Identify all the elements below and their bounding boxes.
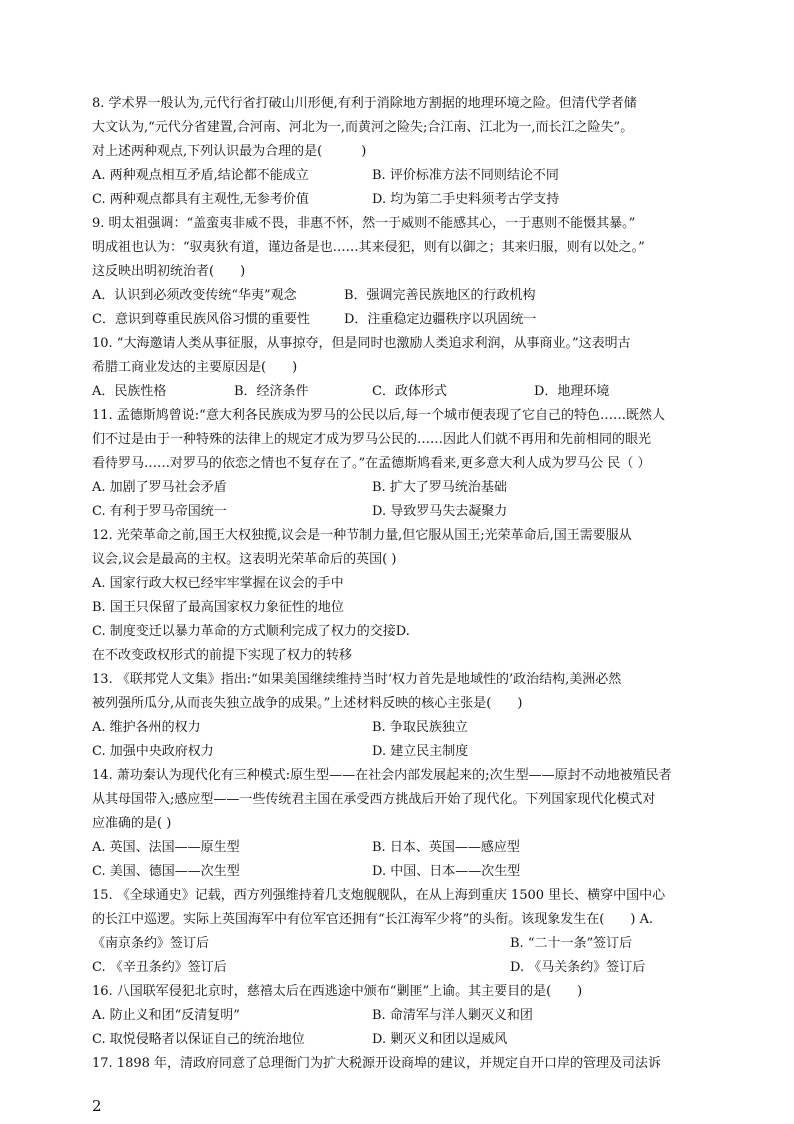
question-11-option-c: C. 有利于罗马帝国统一 (92, 504, 227, 519)
question-15-option-c: C. 《辛丑条约》签订后 (92, 960, 227, 975)
question-11-option-d: D. 导致罗马失去凝聚力 (372, 504, 508, 519)
question-12-option-c: C. 制度变迁以暴力革命的方式顺利完成了权力的交接D. (92, 624, 410, 639)
question-9-stem-line-2: 明成祖也认为：“驭夷狄有道，谨边备是也……其来侵犯，则有以御之；其来归服，则有以处之。” (92, 240, 645, 255)
question-16-option-d: D. 剿灭义和团以逞威风 (372, 1032, 508, 1047)
question-10-stem-line-2: 希腊工商业发达的主要原因是( ) (92, 360, 298, 375)
question-15-option-d: D. 《马关条约》签订后 (510, 960, 646, 975)
question-16-option-c: C. 取悦侵略者以保证自己的统治地位 (92, 1032, 305, 1047)
question-14-option-c: C. 美国、德国——次生型 (92, 864, 240, 879)
question-12-stem-line-1: 12. 光荣革命之前,国王大权独揽,议会是一种节制力量,但它服从国王;光荣革命后,国王需要服从 (92, 528, 632, 543)
question-13-option-d: D. 建立民主制度 (372, 744, 469, 759)
question-12-option-b: B. 国王只保留了最高国家权力象征性的地位 (92, 600, 344, 615)
question-9-option-b: B．强调完善民族地区的行政机构 (344, 288, 536, 303)
question-14-option-d: D. 中国、日本——次生型 (372, 864, 521, 879)
question-14-stem-line-1: 14. 萧功秦认为现代化有三种模式:原生型——在社会内部发展起来的;次生型——原封不动地被殖民者 (92, 768, 672, 783)
question-10-option-d: D．地理环境 (534, 384, 610, 399)
question-10-stem-line-1: 10. “大海邀请人类从事征服，从事掠夺，但是同时也激励人类追求利润，从事商业。”这表明古 (92, 336, 631, 351)
question-9-stem-line-1: 9. 明太祖强调：“盖蛮夷非威不畏，非惠不怀，然一于威则不能感其心，一于惠则不能慑其暴。” (92, 216, 636, 231)
question-12-option-d: 在不改变政权形式的前提下实现了权力的转移 (92, 648, 353, 663)
question-17-stem-line-1: 17. 1898 年，清政府同意了总理衙门为扩大税源开设商埠的建议，并规定自开口岸的管理及司法诉 (92, 1056, 662, 1071)
question-8-option-a: A. 两种观点相互矛盾,结论都不能成立 (92, 168, 309, 183)
question-8-stem-line-2: 大文认为,“元代分省建置,合河南、河北为一,而黄河之险失;合江南、江北为一,而长江之险失”。 (92, 120, 634, 135)
question-13-option-a: A. 维护各州的权力 (92, 720, 201, 735)
question-14-option-b: B. 日本、英国——感应型 (372, 840, 520, 855)
question-14-stem-line-2: 从其母国带入;感应型——一些传统君主国在承受西方挑战后开始了现代化。下列国家现代化模式对 (92, 792, 656, 807)
question-8-option-c: C. 两种观点都具有主观性,无参考价值 (92, 192, 309, 207)
question-11-stem-line-3: 看待罗马……对罗马的依恋之情也不复存在了。”在孟德斯鸠看来,更多意大利人成为罗马公 民（ ） (92, 456, 651, 471)
question-10-option-a: A．民族性格 (92, 384, 167, 399)
question-10-option-b: B．经济条件 (234, 384, 309, 399)
question-13-stem-line-1: 13. 《联邦党人文集》指出:“如果美国继续维持当时‘权力首先是地域性的’政治结构,美洲必然 (92, 672, 622, 687)
question-11-stem-line-1: 11. 孟德斯鸠曾说:“意大利各民族成为罗马的公民以后,每一个城市便表现了它自己的特色……既然人 (92, 408, 665, 423)
question-8-option-b: B. 评价标准方法不同则结论不同 (372, 168, 559, 183)
question-15-option-a: 《南京条约》签订后 (92, 936, 210, 951)
question-11-stem-line-2: 们不过是由于一种特殊的法律上的规定才成为罗马公民的……因此人们就不再用和先前相同的眼光 (92, 432, 652, 447)
question-8-stem-line-1: 8. 学术界一般认为,元代行省打破山川形便,有利于消除地方割据的地理环境之险。但清代学者储 (92, 96, 637, 111)
question-13-option-b: B. 争取民族独立 (372, 720, 468, 735)
question-13-stem-line-2: 被列强所瓜分,从而丧失独立战争的成果。”上述材料反映的核心主张是( ) (92, 696, 523, 711)
question-15-stem-line-1: 15. 《全球通史》记载，西方列强维持着几支炮舰舰队，在从上海到重庆 1500 里长、横穿中国中心 (92, 888, 666, 903)
question-16-stem-line-1: 16. 八国联军侵犯北京时，慈禧太后在西逃途中颁布“剿匪”上谕。其主要目的是( ) (92, 984, 583, 999)
question-15-stem-line-2: 的长江中巡逻。实际上英国海军中有位军官还拥有“长江海军少将”的头衔。该现象发生在( ) A. (92, 912, 654, 927)
question-12-option-a: A. 国家行政大权已经牢牢掌握在议会的手中 (92, 576, 344, 591)
question-12-stem-line-2: 议会,议会是最高的主权。这表明光荣革命后的英国( ) (92, 552, 397, 567)
question-8-option-d: D. 均为第二手史料须考古学支持 (372, 192, 560, 207)
question-13-option-c: C. 加强中央政府权力 (92, 744, 214, 759)
question-9-option-d: D．注重稳定边疆秩序以巩固统一 (344, 312, 537, 327)
question-14-stem-line-3: 应准确的是( ) (92, 816, 172, 831)
question-10-option-c: C．政体形式 (372, 384, 447, 399)
question-14-option-a: A. 英国、法国——原生型 (92, 840, 240, 855)
question-8-stem-line-3: 对上述两种观点,下列认识最为合理的是( ) (92, 144, 367, 159)
question-16-option-b: B. 命清军与洋人剿灭义和团 (372, 1008, 533, 1023)
question-9-option-c: C．意识到尊重民族风俗习惯的重要性 (92, 312, 310, 327)
question-9-stem-line-3: 这反映出明初统治者( ) (92, 264, 246, 279)
page-number: 2 (92, 1097, 102, 1115)
question-11-option-a: A. 加剧了罗马社会矛盾 (92, 480, 227, 495)
question-11-option-b: B. 扩大了罗马统治基础 (372, 480, 507, 495)
question-9-option-a: A．认识到必须改变传统“华夷”观念 (92, 288, 297, 303)
question-15-option-b: B. “二十一条”签订后 (510, 936, 633, 951)
question-16-option-a: A. 防止义和团“反清复明” (92, 1008, 240, 1023)
